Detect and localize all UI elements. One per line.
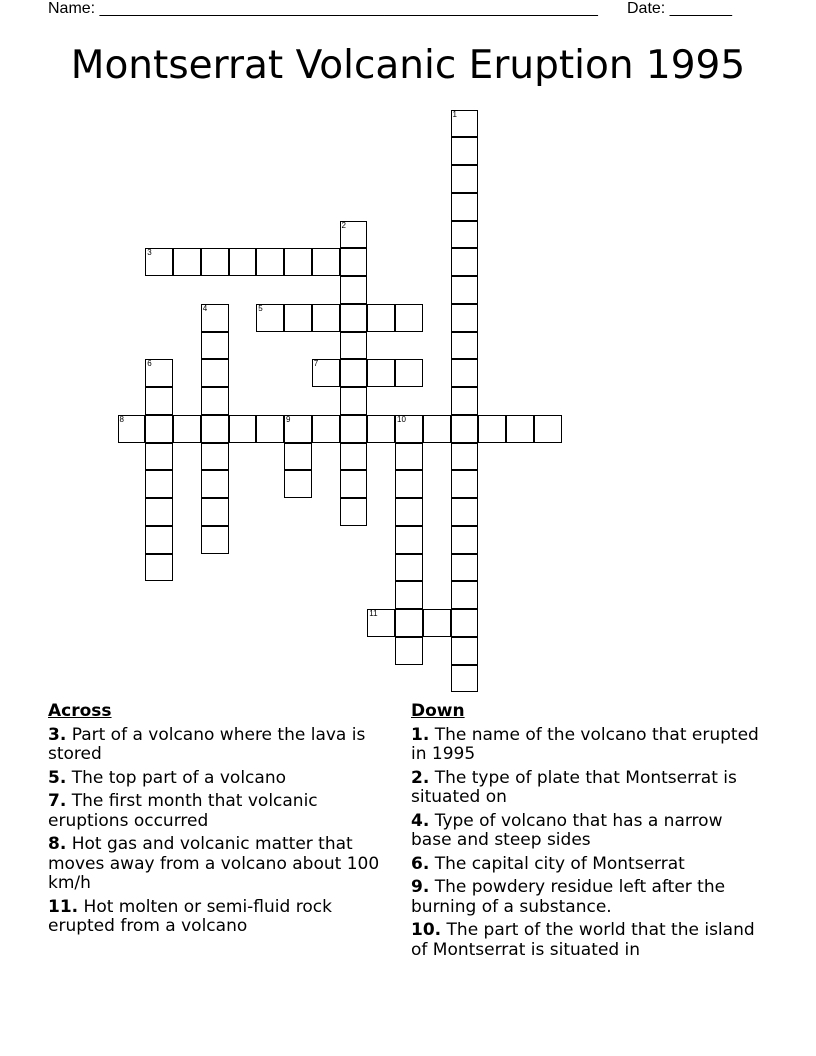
crossword-cell[interactable] xyxy=(201,332,229,360)
crossword-cell[interactable] xyxy=(451,221,479,249)
across-clue-11 xyxy=(48,898,398,937)
crossword-cell[interactable] xyxy=(478,415,506,443)
crossword-cell[interactable] xyxy=(367,415,395,443)
clue-number: 1. xyxy=(411,724,430,745)
crossword-cell[interactable] xyxy=(340,470,368,498)
crossword-cell[interactable] xyxy=(340,248,368,276)
clue-text: The name of the volcano that erupted in 1995 xyxy=(411,724,759,764)
crossword-cell[interactable] xyxy=(367,609,395,637)
crossword-cell[interactable] xyxy=(284,470,312,498)
clue-number: 6. xyxy=(411,853,430,874)
clue-number-label: 3 xyxy=(147,248,152,258)
crossword-cell[interactable] xyxy=(284,304,312,332)
crossword-cell[interactable] xyxy=(534,415,562,443)
crossword-cell[interactable] xyxy=(145,470,173,498)
crossword-cell[interactable] xyxy=(423,609,451,637)
down-clue-1 xyxy=(411,726,761,765)
across-clue-5 xyxy=(48,769,398,789)
crossword-cell[interactable] xyxy=(201,248,229,276)
crossword-cell[interactable] xyxy=(256,415,284,443)
date-field-line[interactable]: Date: _______ xyxy=(627,0,732,17)
crossword-cell[interactable] xyxy=(145,443,173,471)
clue-number: 5. xyxy=(48,767,67,788)
crossword-cell[interactable] xyxy=(395,498,423,526)
crossword-cell[interactable] xyxy=(395,443,423,471)
down-clues xyxy=(411,702,761,964)
crossword-cell[interactable] xyxy=(145,554,173,582)
crossword-cell[interactable] xyxy=(451,443,479,471)
crossword-cell[interactable] xyxy=(451,498,479,526)
clue-number-label: 4 xyxy=(202,303,208,313)
crossword-cell[interactable] xyxy=(451,415,479,443)
crossword-cell[interactable] xyxy=(340,276,368,304)
crossword-cell[interactable] xyxy=(395,415,423,443)
crossword-cell[interactable] xyxy=(395,359,423,387)
clue-number: 2. xyxy=(411,767,430,788)
crossword-cell[interactable] xyxy=(451,193,479,221)
crossword-cell[interactable] xyxy=(145,526,173,554)
crossword-cell[interactable] xyxy=(256,304,284,332)
clue-text: The powdery residue left after the burning of a substance. xyxy=(411,877,726,917)
clue-number: 4. xyxy=(411,810,430,831)
crossword-cell[interactable] xyxy=(118,415,146,443)
crossword-cell[interactable] xyxy=(284,248,312,276)
crossword-cell[interactable] xyxy=(201,498,229,526)
crossword-cell[interactable] xyxy=(312,415,340,443)
crossword-cell[interactable] xyxy=(395,554,423,582)
crossword-cell[interactable] xyxy=(340,387,368,415)
clue-number: 3. xyxy=(48,724,67,745)
clue-text: Type of volcano that has a narrow base and steep sides xyxy=(411,810,723,850)
crossword-cell[interactable] xyxy=(451,665,479,693)
crossword-cell[interactable] xyxy=(395,637,423,665)
crossword-cell[interactable] xyxy=(395,304,423,332)
crossword-cell[interactable] xyxy=(395,581,423,609)
crossword-cell[interactable] xyxy=(145,387,173,415)
crossword-cell[interactable] xyxy=(201,359,229,387)
crossword-cell[interactable] xyxy=(451,581,479,609)
crossword-cell[interactable] xyxy=(173,248,201,276)
crossword-cell[interactable] xyxy=(201,304,229,332)
crossword-cell[interactable] xyxy=(451,165,479,193)
crossword-cell[interactable] xyxy=(201,470,229,498)
name-field-line[interactable]: Name: ________________________________________________________ xyxy=(48,0,598,17)
clue-number: 11. xyxy=(48,896,79,917)
crossword-cell[interactable] xyxy=(284,443,312,471)
crossword-cell[interactable] xyxy=(201,526,229,554)
clue-number: 10. xyxy=(411,920,442,940)
clue-number: 8. xyxy=(48,834,67,854)
crossword-cell[interactable] xyxy=(312,359,340,387)
clue-text: The type of plate that Montserrat is situated on xyxy=(411,767,737,807)
clue-text: Hot molten or semi-fluid rock erupted from a volcano xyxy=(48,896,332,936)
crossword-cell[interactable] xyxy=(451,637,479,665)
clue-number-label: 2 xyxy=(341,220,346,230)
clue-number: 7. xyxy=(48,791,67,811)
clue-number-label: 1 xyxy=(452,109,457,119)
crossword-cell[interactable] xyxy=(312,304,340,332)
crossword-cell[interactable] xyxy=(395,470,423,498)
crossword-cell[interactable] xyxy=(340,332,368,360)
crossword-cell[interactable] xyxy=(367,359,395,387)
down-clue-6 xyxy=(411,855,761,875)
page-title: Montserrat Volcanic Eruption 1995 xyxy=(70,43,746,88)
crossword-cell[interactable] xyxy=(451,387,479,415)
clue-text: The top part of a volcano xyxy=(71,767,286,788)
crossword-cell[interactable] xyxy=(395,526,423,554)
crossword-cell[interactable] xyxy=(145,359,173,387)
across-clue-8 xyxy=(48,835,398,894)
crossword-cell[interactable] xyxy=(451,470,479,498)
clue-number-label: 7 xyxy=(313,359,319,369)
crossword-cell[interactable] xyxy=(451,110,479,138)
crossword-cell[interactable] xyxy=(173,415,201,443)
crossword-cell[interactable] xyxy=(451,554,479,582)
crossword-cell[interactable] xyxy=(229,248,257,276)
crossword-cell[interactable] xyxy=(340,359,368,387)
crossword-cell[interactable] xyxy=(451,526,479,554)
clue-number-label: 10 xyxy=(397,414,406,424)
crossword-cell[interactable] xyxy=(451,304,479,332)
crossword-cell[interactable] xyxy=(367,304,395,332)
crossword-cell[interactable] xyxy=(340,415,368,443)
crossword-cell[interactable] xyxy=(145,248,173,276)
down-clue-4 xyxy=(411,812,761,851)
across-clue-3 xyxy=(48,726,398,765)
crossword-cell[interactable] xyxy=(340,304,368,332)
crossword-cell[interactable] xyxy=(451,137,479,165)
clue-text: Part of a volcano where the lava is stored xyxy=(48,724,366,764)
crossword-cell[interactable] xyxy=(284,415,312,443)
clue-text: Hot gas and volcanic matter that moves away from a volcano about 100 km/h xyxy=(48,834,380,893)
clue-text: The part of the world that the island of Montserrat is situated in xyxy=(411,920,755,960)
clue-number-label: 8 xyxy=(119,414,124,424)
crossword-cell[interactable] xyxy=(201,387,229,415)
clue-text: The capital city of Montserrat xyxy=(434,853,685,874)
down-clue-10 xyxy=(411,921,761,960)
across-clue-7 xyxy=(48,792,398,831)
clue-text: The first month that volcanic eruptions occurred xyxy=(48,791,318,831)
crossword-cell[interactable] xyxy=(451,276,479,304)
crossword-cell[interactable] xyxy=(451,332,479,360)
crossword-cell[interactable] xyxy=(451,248,479,276)
across-clues xyxy=(48,702,398,941)
crossword-cell[interactable] xyxy=(340,443,368,471)
crossword-cell[interactable] xyxy=(201,415,229,443)
crossword-cell[interactable] xyxy=(312,248,340,276)
crossword-cell[interactable] xyxy=(506,415,534,443)
crossword-cell[interactable] xyxy=(340,221,368,249)
crossword-cell[interactable] xyxy=(451,609,479,637)
down-heading: Down xyxy=(411,701,465,721)
crossword-cell[interactable] xyxy=(423,415,451,443)
clue-number-label: 6 xyxy=(147,359,152,369)
clue-number: 9. xyxy=(411,877,430,897)
clue-number-label: 5 xyxy=(258,303,263,313)
crossword-cell[interactable] xyxy=(145,498,173,526)
clue-number-label: 11 xyxy=(369,609,378,618)
clue-number-label: 9 xyxy=(286,414,291,424)
down-clue-9 xyxy=(411,878,761,917)
crossword-cell[interactable] xyxy=(256,248,284,276)
crossword-cell[interactable] xyxy=(201,443,229,471)
crossword-cell[interactable] xyxy=(145,415,173,443)
crossword-cell[interactable] xyxy=(395,609,423,637)
down-clue-2 xyxy=(411,769,761,808)
crossword-cell[interactable] xyxy=(451,359,479,387)
crossword-cell[interactable] xyxy=(340,498,368,526)
crossword-cell[interactable] xyxy=(229,415,257,443)
across-heading: Across xyxy=(48,701,112,721)
